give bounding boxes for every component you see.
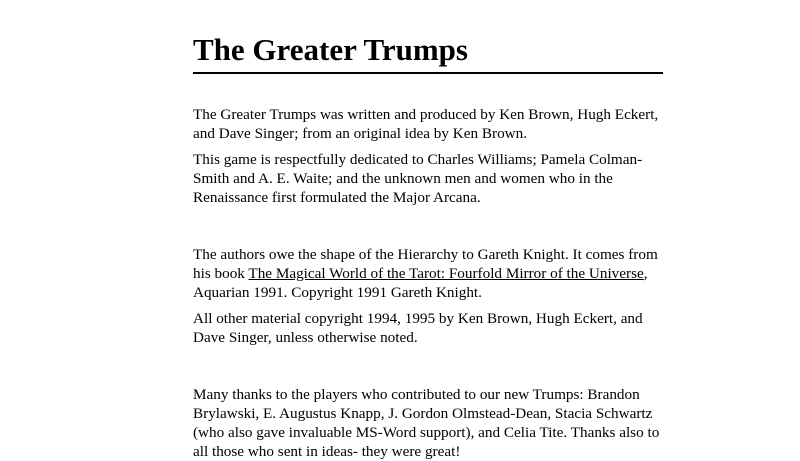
hierarchy-paragraph bbox=[193, 245, 665, 302]
hierarchy-text-after: , Aquarian 1991. Copyright 1991 Gareth Knight. bbox=[193, 265, 648, 301]
thanks-paragraph: Many thanks to the players who contributed to our new Trumps: Brandon Brylawski, E. Augustus Knapp, J. Gordon Olmstead-Dean, Stacia Schwartz (who also gave invaluable MS-Word support), and Celia Tite. Thanks also to all those who sent in ideas- they were great! bbox=[193, 386, 660, 460]
dedication-paragraph: This game is respectfully dedicated to Charles Williams; Pamela Colman-Smith and A. E. Waite; and the unknown men and women who in the Renaissance first formulated the Major Arcana. bbox=[193, 151, 643, 206]
credits-paragraph: The Greater Trumps was written and produced by Ken Brown, Hugh Eckert, and Dave Singer; from an original idea by Ken Brown. bbox=[193, 106, 659, 142]
title-underline-rule bbox=[193, 72, 663, 74]
hierarchy-text-before: The authors owe the shape of the Hierarchy to Gareth Knight. It comes from his book bbox=[193, 246, 658, 282]
document-page bbox=[193, 30, 665, 461]
book-title: The Magical World of the Tarot: Fourfold Mirror of the Universe bbox=[248, 265, 644, 282]
copyright-paragraph: All other material copyright 1994, 1995 by Ken Brown, Hugh Eckert, and Dave Singer, unless otherwise noted. bbox=[193, 310, 643, 346]
document-title: The Greater Trumps bbox=[193, 32, 468, 67]
